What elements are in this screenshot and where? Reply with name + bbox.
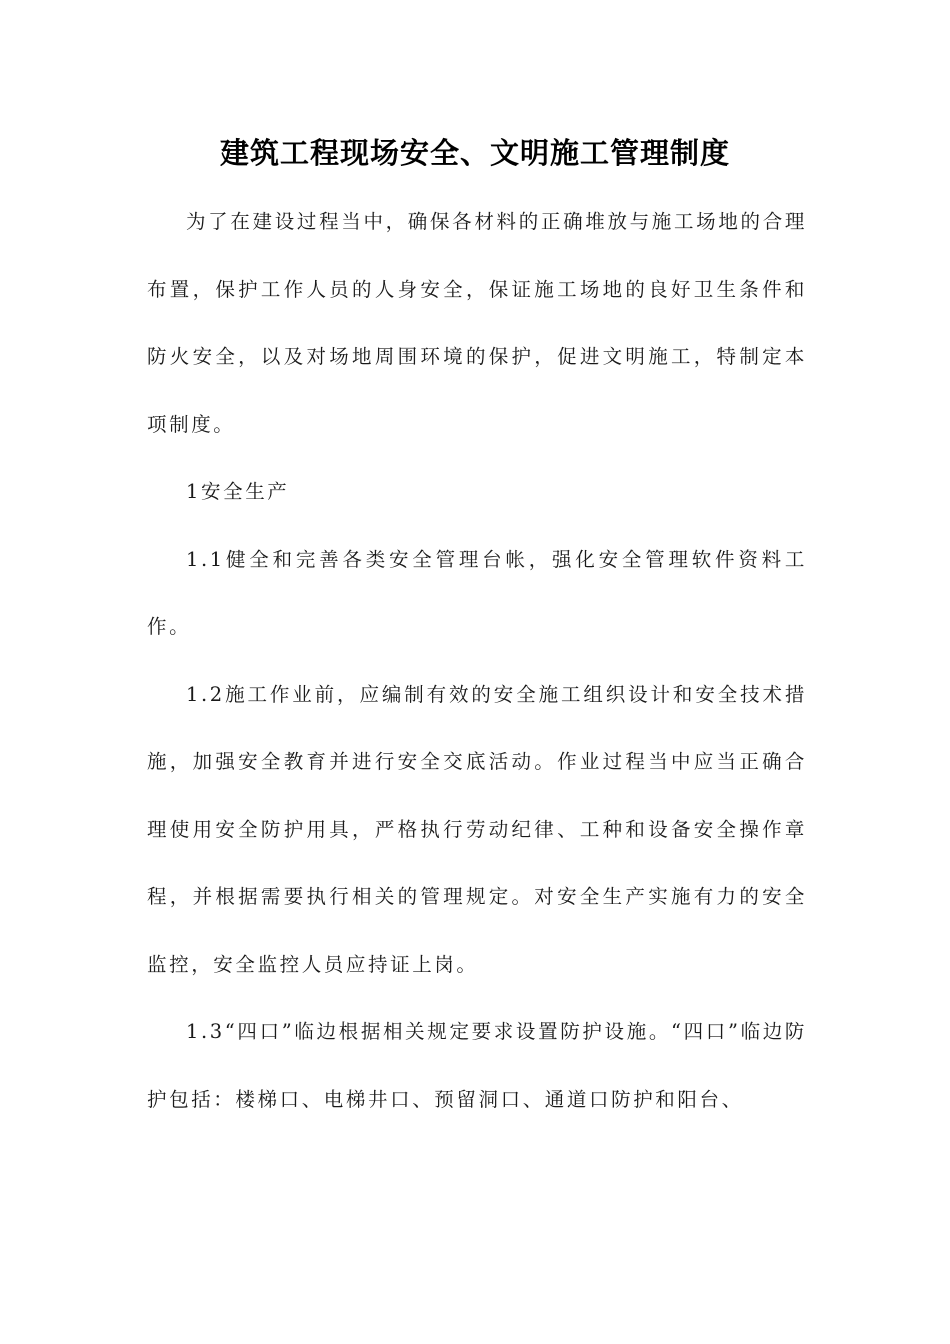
paragraph-intro: 为了在建设过程当中，确保各材料的正确堆放与施工场地的合理布置，保护工作人员的人身安全，保证施工场地的良好卫生条件和防火安全，以及对场地周围环境的保护，促进文明施工，特制定本项制度。 xyxy=(147,210,807,436)
document-title: 建筑工程现场安全、文明施工管理制度 xyxy=(219,136,730,170)
paragraph-1-3: 1.3“四口”临边根据相关规定要求设置防护设施。“四口”临边防护包括：楼梯口、电梯井口、预留洞口、通道口防护和阳台、 xyxy=(147,1020,807,1111)
paragraph-1-1: 1.1健全和完善各类安全管理台帐，强化安全管理软件资料工作。 xyxy=(147,547,807,638)
section-heading-safety-production: 1安全生产 xyxy=(186,480,290,503)
paragraph-1-2: 1.2施工作业前，应编制有效的安全施工组织设计和安全技术措施，加强安全教育并进行安全交底活动。作业过程当中应当正确合理使用安全防护用具，严格执行劳动纪律、工种和设备安全操作章程，并根据需要执行相关的管理规定。对安全生产实施有力的安全监控，安全监控人员应持证上岗。 xyxy=(147,682,807,976)
document-body xyxy=(147,188,807,1133)
